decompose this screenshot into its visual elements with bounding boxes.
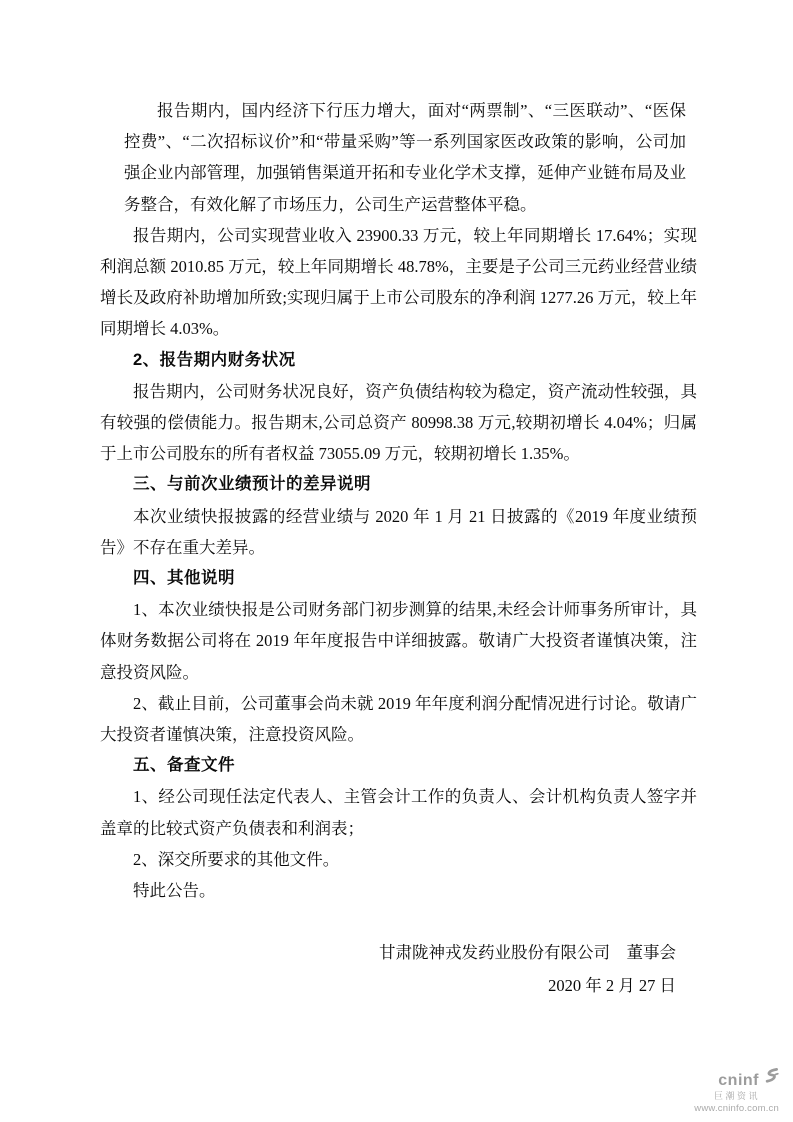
paragraph-financial-status: 报告期内，公司财务状况良好，资产负债结构较为稳定，资产流动性较强，具有较强的偿债能力。报告期末,公司总资产 80998.38 万元,较期初增长 4.04%；归属于上市公司股东的所有者权益 73055.09 万元，较期初增长 1.35%。 bbox=[100, 381, 697, 464]
heading-reference-documents: 五、备查文件 bbox=[133, 756, 235, 775]
signature-company-line: 甘肃陇神戎发药业股份有限公司 董事会 bbox=[379, 943, 676, 963]
paragraph-difference-from-forecast: 本次业绩快报披露的经营业绩与 2020 年 1 月 21 日披露的《2019 年度业绩预告》不存在重大差异。 bbox=[100, 506, 697, 557]
signature-date-line: 2020 年 2 月 27 日 bbox=[548, 975, 676, 995]
paragraph-operating-results: 报告期内，公司实现营业收入 23900.33 万元，较上年同期增长 17.64%；实现利润总额 2010.85 万元，较上年同期增长 48.78%，主要是子公司三元药业经营业绩增长及政府补助增加所致;实现归属于上市公司股东的净利润 1277.26 万元，较上年同期增长 4.03%。 bbox=[100, 225, 697, 339]
cninfo-logo bbox=[694, 1070, 779, 1114]
cninfo-url: www.cninfo.com.cn bbox=[694, 1102, 779, 1114]
cninfo-brand-text: cninf bbox=[718, 1071, 759, 1089]
paragraph-other-note-2: 2、截止目前，公司董事会尚未就 2019 年年度利润分配情况进行讨论。敬请广大投资者谨慎决策，注意投资风险。 bbox=[100, 693, 697, 745]
paragraph-reference-document-2: 2、深交所要求的其他文件。 bbox=[133, 849, 340, 869]
cninfo-chinese-name: 巨潮资讯 bbox=[713, 1090, 760, 1101]
heading-financial-status: 2、报告期内财务状况 bbox=[133, 350, 296, 369]
paragraph-other-note-1: 1、本次业绩快报是公司财务部门初步测算的结果,未经会计师事务所审计，具体财务数据公司将在 2019 年年度报告中详细披露。敬请广大投资者谨慎决策，注意投资风险。 bbox=[100, 600, 697, 682]
cninfo-logo-row bbox=[694, 1070, 779, 1091]
signature-block bbox=[100, 937, 697, 1002]
heading-difference-from-forecast: 三、与前次业绩预计的差异说明 bbox=[133, 475, 371, 494]
paragraph-announcement-closing: 特此公告。 bbox=[133, 881, 216, 901]
heading-other-notes: 四、其他说明 bbox=[133, 569, 235, 588]
paragraph-market-environment: 报告期内，国内经济下行压力增大，面对“两票制”、“三医联动”、“医保控费”、“二次招标议价”和“带量采购”等一系列国家医改政策的影响，公司加强企业内部管理，加强销售渠道开拓和专业化学术支撑，延伸产业链布局及业务整合，有效化解了市场压力，公司生产运营整体平稳。 bbox=[124, 101, 686, 214]
document-body bbox=[100, 95, 697, 1002]
paragraph-reference-document-1: 1、经公司现任法定代表人、主管会计工作的负责人、会计机构负责人签字并盖章的比较式资产负债表和利润表； bbox=[100, 787, 697, 838]
cninfo-swirl-icon bbox=[760, 1067, 779, 1091]
